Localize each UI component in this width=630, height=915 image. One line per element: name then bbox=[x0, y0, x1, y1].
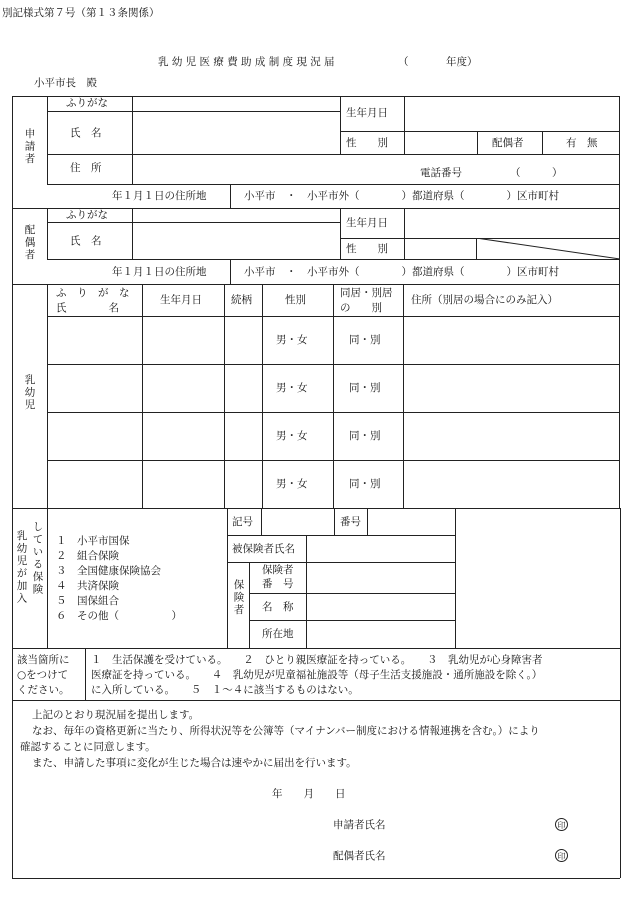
spouse-jan1-label: 年１月１日の住所地 bbox=[112, 266, 207, 278]
infants-col-name: 氏 名 bbox=[56, 302, 119, 314]
infants-col-sex: 性別 bbox=[285, 294, 306, 306]
applicant-phone-label: 電話番号 bbox=[420, 167, 462, 179]
declaration-line: なお、毎年の資格更新に当たり、所得状況等を公簿等（マイナンバー制度における情報連携を含む。）により bbox=[32, 725, 540, 737]
year-open-paren: （ bbox=[398, 56, 409, 68]
applicable-option-line[interactable]: １ 生活保護を受けている。 ２ ひとり親医療証を持っている。 ３ 乳幼児が心身障害者 bbox=[91, 654, 543, 666]
applicant-spouse-options[interactable]: 有 無 bbox=[566, 137, 598, 149]
declaration-date: 年 月 日 bbox=[272, 788, 346, 800]
spouse-sex-label: 性 別 bbox=[346, 243, 388, 255]
insurer-number-label-2: 番 号 bbox=[262, 578, 294, 590]
spouse-name-label: 氏 名 bbox=[70, 235, 102, 247]
applicable-option-line[interactable]: に入所している。 ５ １～４に該当するものはない。 bbox=[91, 684, 359, 696]
applicant-name-label: 氏 名 bbox=[70, 127, 102, 139]
insurance-symbol-label: 記号 bbox=[232, 516, 253, 528]
form-id: 別記様式第７号（第１３条関係） bbox=[2, 7, 160, 19]
insurer-number-label-1: 保険者 bbox=[262, 564, 294, 576]
declaration-line: 上記のとおり現況届を提出します。 bbox=[32, 709, 200, 721]
applicant-phone-parens: （ ） bbox=[510, 167, 563, 179]
infants-frame bbox=[12, 284, 620, 509]
applicant-furigana-label: ふりがな bbox=[66, 97, 108, 109]
form-title: 乳 幼 児 医 療 費 助 成 制 度 現 況 届 bbox=[158, 56, 335, 68]
declaration-line: 確認することに同意します。 bbox=[20, 741, 156, 753]
infant-row-cohabit[interactable]: 同・別 bbox=[349, 478, 381, 490]
infants-section-label: 乳幼児 bbox=[23, 374, 36, 412]
insurance-label-a: 乳幼児が加入 bbox=[15, 530, 28, 605]
infant-row-sex[interactable]: 男・女 bbox=[276, 382, 308, 394]
insurance-option[interactable]: １ 小平市国保 bbox=[56, 535, 130, 547]
insurer-name-label: 名 称 bbox=[262, 601, 294, 613]
insurance-option[interactable]: ２ 組合保険 bbox=[56, 550, 119, 562]
spouse-signature-label: 配偶者氏名 bbox=[333, 850, 386, 862]
applicable-option-line[interactable]: 医療証を持っている。 ４ 乳幼児が児童福祉施設等（母子生活支援施設・通所施設を除く。） bbox=[91, 669, 543, 681]
applicant-seal-mark[interactable]: 印 bbox=[555, 818, 568, 831]
insured-name-label: 被保険者氏名 bbox=[232, 543, 295, 555]
spouse-seal-mark[interactable]: 印 bbox=[555, 849, 568, 862]
applicable-label-line: ください。 bbox=[17, 684, 70, 696]
infants-col-cohabit-2: の 別 bbox=[340, 302, 382, 314]
infants-col-relation: 続柄 bbox=[231, 294, 252, 306]
infant-row-sex[interactable]: 男・女 bbox=[276, 334, 308, 346]
applicant-jan1-options[interactable]: 小平市 ・ 小平市外（ ）都道府県（ ）区市町村 bbox=[244, 190, 559, 202]
applicant-spouse-label: 配偶者 bbox=[492, 137, 524, 149]
insurer-location-label: 所在地 bbox=[262, 628, 294, 640]
insurance-option[interactable]: ６ その他（ ） bbox=[56, 610, 182, 622]
infants-col-address: 住所（別居の場合にのみ記入） bbox=[411, 294, 558, 306]
applicant-sex-label: 性 別 bbox=[346, 137, 388, 149]
insurance-number-label: 番号 bbox=[340, 516, 361, 528]
spouse-jan1-options[interactable]: 小平市 ・ 小平市外（ ）都道府県（ ）区市町村 bbox=[244, 266, 559, 278]
infant-row-sex[interactable]: 男・女 bbox=[276, 478, 308, 490]
addressee: 小平市長 殿 bbox=[34, 77, 97, 89]
infants-col-dob: 生年月日 bbox=[160, 294, 202, 306]
applicant-signature-label: 申請者氏名 bbox=[333, 819, 386, 831]
infants-col-furigana: ふ り が な bbox=[56, 287, 130, 299]
infant-row-cohabit[interactable]: 同・別 bbox=[349, 382, 381, 394]
spouse-dob-label: 生年月日 bbox=[346, 217, 388, 229]
insurance-option[interactable]: ４ 共済保険 bbox=[56, 580, 119, 592]
spouse-section-label: 配偶者 bbox=[23, 224, 36, 262]
insurance-label-b: している保険 bbox=[31, 521, 44, 596]
insurance-option[interactable]: ３ 全国健康保険協会 bbox=[56, 565, 161, 577]
applicant-dob-label: 生年月日 bbox=[346, 107, 388, 119]
spouse-sex-strike bbox=[476, 238, 620, 259]
year-label: 年度） bbox=[446, 56, 478, 68]
insurer-label: 保険者 bbox=[232, 579, 245, 617]
applicant-address-label: 住 所 bbox=[70, 162, 102, 174]
infant-row-cohabit[interactable]: 同・別 bbox=[349, 430, 381, 442]
declaration-line: また、申請した事項に変化が生じた場合は速やかに届出を行います。 bbox=[32, 757, 357, 769]
applicable-label-line: ○をつけて bbox=[17, 669, 69, 681]
applicable-label-line: 該当箇所に bbox=[17, 654, 70, 666]
infant-row-sex[interactable]: 男・女 bbox=[276, 430, 308, 442]
applicant-jan1-label: 年１月１日の住所地 bbox=[112, 190, 207, 202]
infant-row-cohabit[interactable]: 同・別 bbox=[349, 334, 381, 346]
spouse-furigana-label: ふりがな bbox=[66, 209, 108, 221]
applicant-section-label: 申請者 bbox=[23, 128, 36, 166]
infants-col-cohabit-1: 同居・別居 bbox=[340, 287, 393, 299]
insurance-option[interactable]: ５ 国保組合 bbox=[56, 595, 119, 607]
